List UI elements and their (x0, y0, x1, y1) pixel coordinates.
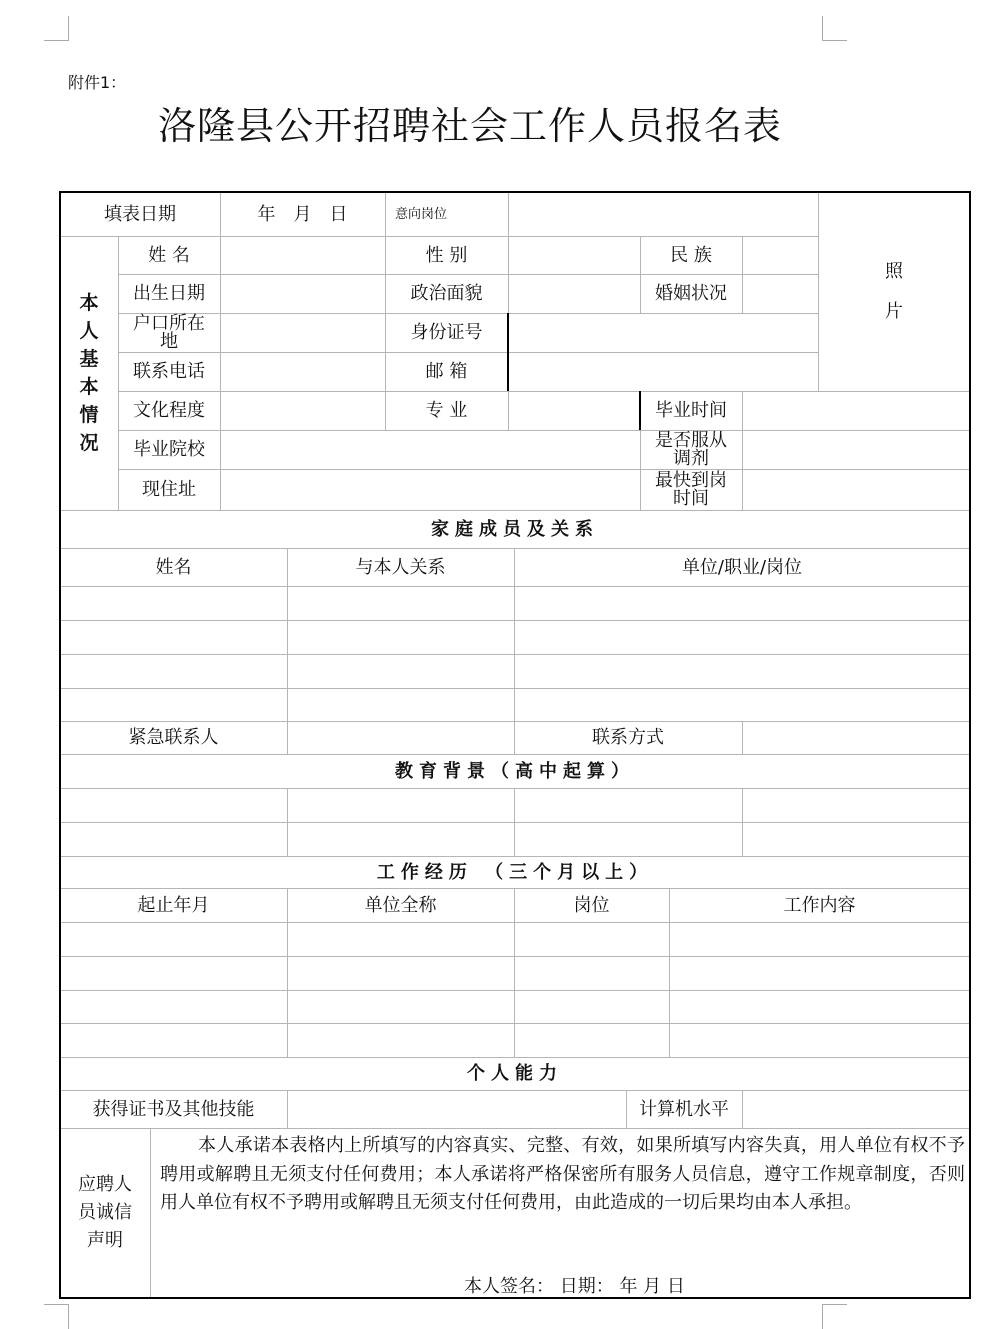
header-occupation-text: 单位/职业/岗位 (681, 556, 803, 578)
crop-mark (822, 1304, 847, 1329)
section-education-text: 教育背景（高中起算） (395, 760, 635, 782)
label-basic-info-text: 本人基本情况 (79, 292, 99, 454)
signature-line: 本人签名： 日期： 年 月 日 (464, 1276, 685, 1297)
label-marital-status-text: 婚姻状况 (655, 283, 727, 304)
label-name-text: 姓 名 (148, 244, 190, 266)
label-accept-transfer-text: 是否服从调剂 (655, 429, 727, 469)
label-education-level-text: 文化程度 (133, 400, 205, 421)
divider (507, 313, 509, 391)
section-work-text: 工作经历 （三个月以上） (376, 861, 654, 883)
header-family-name-text: 姓名 (155, 556, 192, 578)
crop-mark (44, 1304, 69, 1329)
label-declaration-text: 应聘人员诚信声明 (78, 1174, 132, 1251)
crop-mark (44, 16, 69, 41)
label-gender-text: 性 别 (425, 244, 468, 266)
label-address-text: 现住址 (142, 479, 196, 500)
label-intended-position-text: 意向岗位 (395, 207, 448, 222)
divider (639, 391, 641, 430)
declaration-text: 本人承诺本表格内上所填写的内容真实、完整、有效，如果所填写内容失真，用人单位有权不予聘用或解聘且无须支付任何费用；本人承诺将严格保密所有服务人员信息，遵守工作规章制度，否则用人单位有权不予聘用或解聘且无须支付任何费用，由此造成的一切后果均由本人承担。 (160, 1135, 965, 1213)
fill-date-field-text: 年 月 日 (257, 204, 348, 225)
label-school-text: 毕业院校 (133, 439, 205, 460)
page-title: 洛隆县公开招聘社会工作人员报名表 (158, 104, 783, 148)
label-phone-text: 联系电话 (133, 361, 205, 382)
header-work-3-text: 工作内容 (783, 894, 856, 916)
header-work-1-text: 单位全称 (364, 894, 437, 916)
label-emergency-contact-text: 紧急联系人 (128, 727, 219, 748)
header-work-2-text: 岗位 (573, 894, 610, 916)
label-computer-level-text: 计算机水平 (639, 1098, 729, 1120)
label-id-number-text: 身份证号 (410, 322, 483, 343)
label-certificates-text: 获得证书及其他技能 (92, 1098, 255, 1120)
section-family-text: 家庭成员及关系 (431, 518, 599, 540)
attachment-label: 附件1： (68, 73, 127, 92)
label-household-text: 户口所在地 (133, 312, 205, 352)
crop-mark (822, 16, 847, 41)
section-ability-text: 个人能力 (467, 1063, 563, 1084)
label-ethnicity-text: 民 族 (670, 244, 712, 266)
label-earliest-start-text: 最快到岗时间 (655, 469, 727, 509)
label-contact-method-text: 联系方式 (592, 727, 664, 748)
label-email-text: 邮 箱 (425, 361, 468, 382)
label-birth-date-text: 出生日期 (133, 283, 205, 304)
label-fill-date-text: 填表日期 (104, 204, 176, 225)
header-work-0-text: 起止年月 (137, 894, 210, 916)
label-graduation-time-text: 毕业时间 (655, 400, 727, 421)
label-major-text: 专 业 (425, 400, 468, 421)
header-relation-text: 与本人关系 (355, 556, 446, 578)
label-political-status-text: 政治面貌 (410, 283, 483, 304)
photo-box-text: 照 片 (885, 261, 903, 322)
